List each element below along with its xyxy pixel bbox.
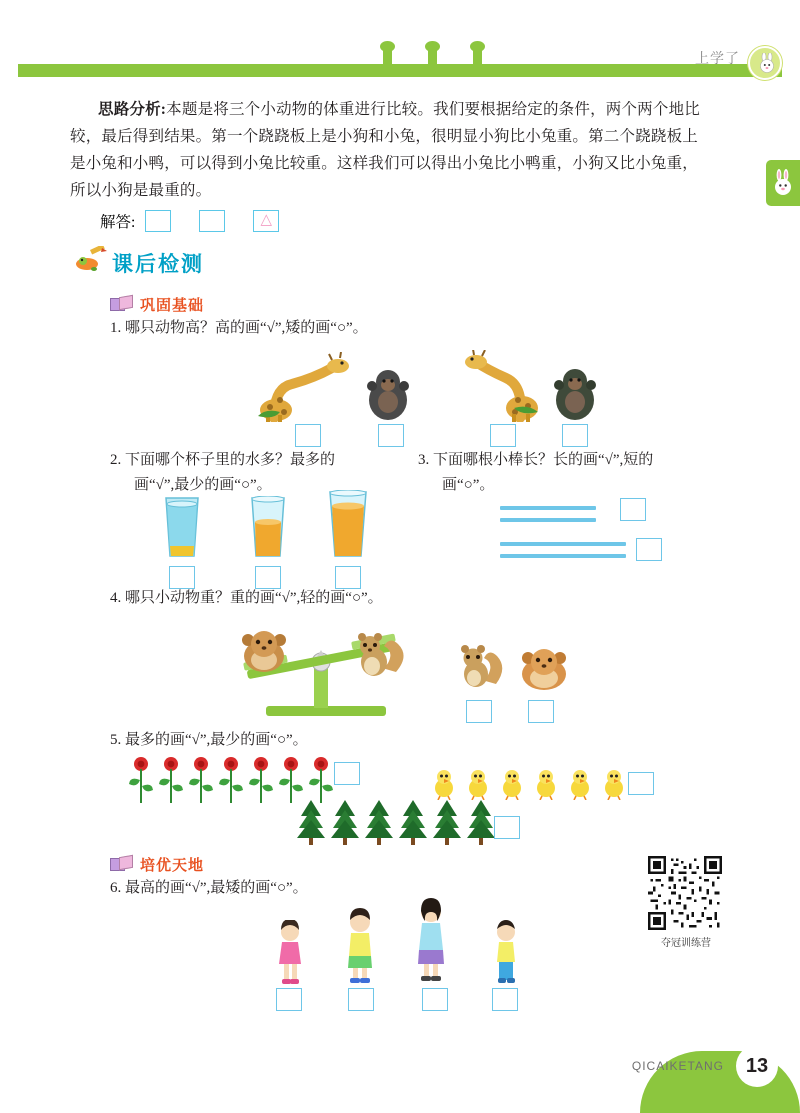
question-2-number: 2. xyxy=(110,452,122,468)
question-1-text xyxy=(110,316,670,341)
chick-icon xyxy=(566,768,594,800)
footer-brand: QICAIKETANG xyxy=(631,1059,724,1073)
blocks-icon xyxy=(110,856,136,874)
chick-icon xyxy=(532,768,560,800)
girl-green-icon xyxy=(336,908,384,986)
list-item xyxy=(600,768,628,805)
answer-box-q1-3[interactable] xyxy=(490,424,516,447)
subsection-title-1: 巩固基础 xyxy=(140,297,205,314)
answer-label: 解答: xyxy=(100,214,136,231)
answer-box-q6-4[interactable] xyxy=(492,988,518,1011)
question-5-number: 5. xyxy=(110,732,122,748)
rose-icon xyxy=(248,756,274,806)
list-item xyxy=(330,798,360,851)
hamster-icon xyxy=(516,646,572,692)
glass-orange-icon xyxy=(242,496,294,560)
rose-icon xyxy=(158,756,184,806)
list-item xyxy=(218,756,244,811)
analysis-paragraph xyxy=(70,96,710,204)
glass-orange-icon xyxy=(320,490,376,560)
list-item xyxy=(398,798,428,851)
chick-icon xyxy=(600,768,628,800)
answer-box-q1-1[interactable] xyxy=(295,424,321,447)
chick-icon xyxy=(498,768,526,800)
pine-tree-icon xyxy=(398,798,428,846)
stick-icon-1 xyxy=(500,506,596,510)
answer-box-2[interactable] xyxy=(199,210,225,232)
giraffe-icon xyxy=(254,352,364,422)
question-6-number: 6. xyxy=(110,880,122,896)
answer-box-3[interactable] xyxy=(253,210,279,232)
question-4-body: 哪只小动物重？重的画“√”,轻的画“○”。 xyxy=(125,590,383,606)
pine-tree-icon xyxy=(432,798,462,846)
answer-box-q5-2[interactable] xyxy=(628,772,654,795)
header-label: 上学了 xyxy=(695,50,740,66)
list-item xyxy=(532,768,560,805)
list-item xyxy=(432,798,462,851)
girl-pink-icon xyxy=(268,920,312,986)
pine-tree-icon xyxy=(296,798,326,846)
header-band xyxy=(18,64,782,77)
page-title: 课后检测 xyxy=(112,253,204,276)
question-2-text xyxy=(110,448,390,473)
pine-tree-icon xyxy=(330,798,360,846)
list-item xyxy=(248,756,274,811)
answer-box-q6-3[interactable] xyxy=(422,988,448,1011)
rose-icon xyxy=(218,756,244,806)
hamster-icon xyxy=(238,628,290,674)
pine-tree-icon xyxy=(364,798,394,846)
subsection-title-2: 培优天地 xyxy=(140,857,205,874)
header-nub xyxy=(383,46,392,70)
question-3-body-line1: 下面哪根小棒长？长的画“√”,短的 xyxy=(433,452,654,468)
triangle-glyph: △ xyxy=(260,212,273,229)
gorilla-icon xyxy=(545,364,605,422)
answer-box-q6-2[interactable] xyxy=(348,988,374,1011)
chick-icon xyxy=(430,768,458,800)
question-4-text xyxy=(110,586,670,611)
question-3-number: 3. xyxy=(418,452,430,468)
rose-icon xyxy=(128,756,154,806)
list-item xyxy=(364,798,394,851)
list-item xyxy=(296,798,326,851)
header-badge xyxy=(748,46,782,80)
analysis-body: 本题是将三个小动物的体重进行比较。我们要根据给定的条件，两个两个地比较，最后得到结果。第一个跷跷板上是小狗和小兔，很明显小狗比小兔重。第二个跷跷板上是小兔和小鸭，可以得到小兔比较重。这样我们可以得出小兔比小鸭重，小狗又比小兔重，所以小狗是最重的。 xyxy=(70,101,700,199)
pine-tree-icon xyxy=(466,798,496,846)
list-item xyxy=(498,768,526,805)
pencil-worm-icon xyxy=(74,246,108,274)
girl-tall-icon xyxy=(406,898,456,986)
stick-icon-2 xyxy=(500,518,596,522)
answer-box-q1-4[interactable] xyxy=(562,424,588,447)
question-4-number: 4. xyxy=(110,590,122,606)
answer-box-q6-1[interactable] xyxy=(276,988,302,1011)
answer-row xyxy=(100,210,307,232)
header-nub xyxy=(473,46,482,70)
qr-code-icon xyxy=(648,856,722,930)
qr-caption: 夺冠训练营 xyxy=(661,938,711,949)
answer-box-1[interactable] xyxy=(145,210,171,232)
analysis-lead: 思路分析: xyxy=(98,101,167,118)
answer-box-q3-2[interactable] xyxy=(636,538,662,561)
answer-box-q5-1[interactable] xyxy=(334,762,360,785)
answer-box-q4-1[interactable] xyxy=(466,700,492,723)
side-tab xyxy=(766,160,800,206)
question-2-text-line2: 画“√”,最少的画“○”。 xyxy=(134,477,272,493)
question-6-text xyxy=(110,876,610,901)
answer-box-q5-3[interactable] xyxy=(494,816,520,839)
question-2-body-line1: 下面哪个杯子里的水多？最多的 xyxy=(125,452,336,468)
question-5-body: 最多的画“√”,最少的画“○”。 xyxy=(125,732,308,748)
question-1-body: 哪只动物高？高的画“√”,矮的画“○”。 xyxy=(125,320,368,336)
list-item xyxy=(188,756,214,811)
squirrel-icon xyxy=(456,640,504,690)
answer-box-q1-2[interactable] xyxy=(378,424,404,447)
answer-box-q3-1[interactable] xyxy=(620,498,646,521)
bunny-head-icon xyxy=(772,168,794,198)
list-item xyxy=(566,768,594,805)
question-3-text-line2: 画“○”。 xyxy=(442,477,495,493)
squirrel-icon xyxy=(352,630,404,678)
stick-icon-4 xyxy=(500,554,626,558)
stick-icon-3 xyxy=(500,542,626,546)
header-nub xyxy=(428,46,437,70)
bunny-icon xyxy=(757,53,777,77)
boy-blue-icon xyxy=(484,920,528,986)
rose-icon xyxy=(188,756,214,806)
question-1-number: 1. xyxy=(110,320,122,336)
list-item xyxy=(466,798,496,851)
list-item xyxy=(158,756,184,811)
list-item xyxy=(128,756,154,811)
gorilla-icon xyxy=(358,366,418,422)
chick-icon xyxy=(464,768,492,800)
question-3-text xyxy=(418,448,738,473)
glass-blue-icon xyxy=(156,496,208,560)
question-5-text xyxy=(110,728,670,753)
answer-box-q4-2[interactable] xyxy=(528,700,554,723)
page-number: 13 xyxy=(736,1045,778,1087)
question-6-body: 最高的画“√”,最矮的画“○”。 xyxy=(125,880,308,896)
blocks-icon xyxy=(110,296,136,314)
